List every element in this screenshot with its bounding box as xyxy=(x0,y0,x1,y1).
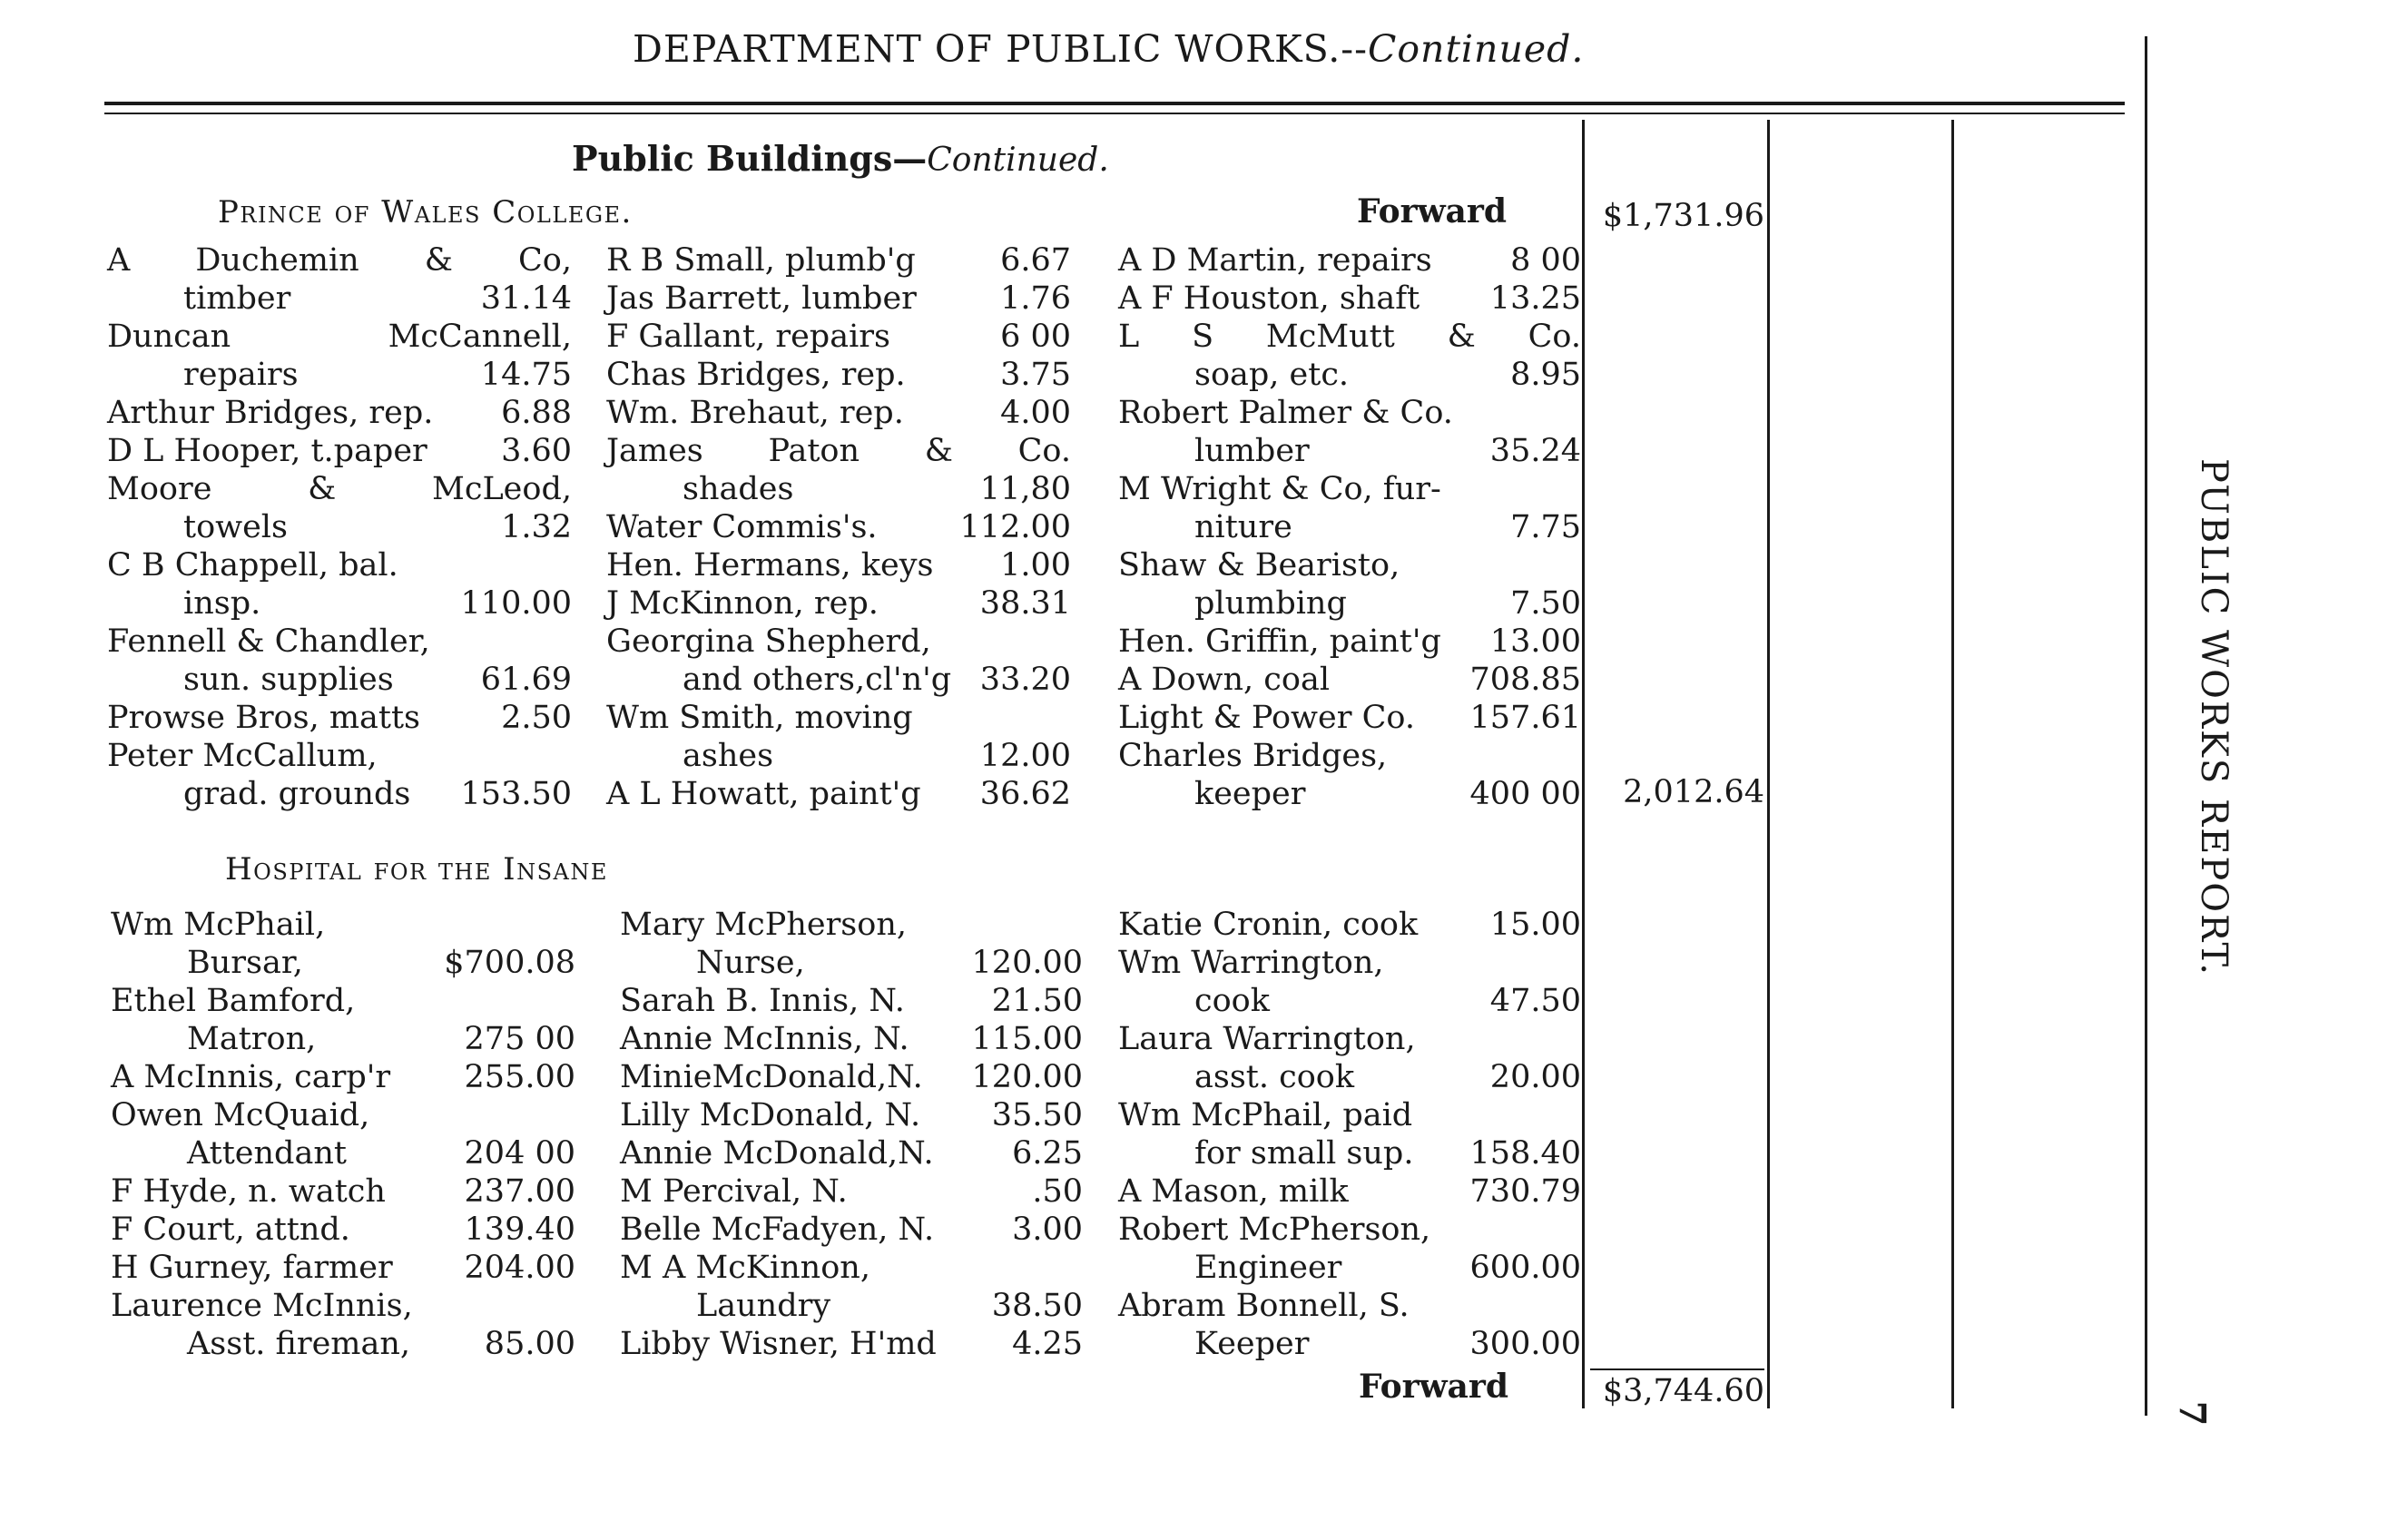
entry-text: for small sup. xyxy=(1194,1135,1414,1172)
ledger-entry xyxy=(606,737,1071,775)
ledger-entry xyxy=(1118,1287,1581,1325)
entry-text: Ethel Bamford, xyxy=(111,983,356,1019)
ledger-entry xyxy=(107,623,572,661)
ledger-entry xyxy=(107,737,572,775)
entry-text: Engineer xyxy=(1194,1250,1342,1286)
ledger-entry xyxy=(107,661,572,699)
ledger-entry xyxy=(606,432,1071,470)
entry-amount: 6.25 xyxy=(1012,1135,1083,1172)
entry-amount: 3.60 xyxy=(501,433,572,469)
entry-amount: 35.24 xyxy=(1489,433,1581,469)
entry-amount: 157.61 xyxy=(1469,700,1581,736)
entry-text: M A McKinnon, xyxy=(620,1250,870,1286)
ledger-entry xyxy=(107,280,572,318)
ledger-entry xyxy=(1118,775,1581,813)
entry-amount: 11,80 xyxy=(979,471,1071,507)
entry-amount: 255.00 xyxy=(464,1059,575,1095)
entry-text: Annie McDonald,N. xyxy=(620,1135,934,1172)
entry-amount: 36.62 xyxy=(979,776,1071,812)
ledger-entry xyxy=(606,508,1071,546)
entry-text: lumber xyxy=(1194,433,1310,469)
entry-amount: 38.31 xyxy=(979,585,1071,622)
entry-text: A Mason, milk xyxy=(1118,1173,1349,1210)
entry-text: D L Hooper, t.paper xyxy=(107,433,427,469)
ledger-entry xyxy=(1118,1134,1581,1172)
entry-text: grad. grounds xyxy=(183,776,411,812)
entry-amount: 730.79 xyxy=(1469,1173,1581,1210)
section-title-text: Public Buildings— xyxy=(572,138,928,179)
entry-text: Abram Bonnell, S. xyxy=(1118,1288,1410,1324)
ledger-entry xyxy=(606,699,1071,737)
ledger-entry xyxy=(1118,699,1581,737)
entry-amount: 3.00 xyxy=(1012,1211,1083,1248)
entry-word: A xyxy=(107,242,131,279)
entry-text: Wm. Brehaut, rep. xyxy=(606,395,904,431)
ledger-entry xyxy=(1118,944,1581,982)
entry-amount: 400 00 xyxy=(1469,776,1581,812)
entry-word: Moore xyxy=(107,471,212,507)
entry-amount: 6 00 xyxy=(1000,319,1071,355)
entry-text: shades xyxy=(683,471,794,507)
entry-text: Wm McPhail, xyxy=(111,907,326,943)
ledger-entry xyxy=(107,584,572,623)
ledger-entry xyxy=(111,1020,575,1058)
entry-amount: 120.00 xyxy=(971,1059,1083,1095)
entry-text: Owen McQuaid, xyxy=(111,1097,370,1133)
entry-amount: 115.00 xyxy=(971,1021,1083,1057)
entry-text: Bursar, xyxy=(187,945,303,981)
entry-amount: .50 xyxy=(1032,1173,1083,1210)
college-total: 2,012.64 xyxy=(1623,774,1764,810)
ledger-entry xyxy=(1118,1020,1581,1058)
entry-text: Georgina Shepherd, xyxy=(606,623,931,660)
entry-text: soap, etc. xyxy=(1194,357,1350,393)
forward-in-amount: $1,731.96 xyxy=(1602,198,1764,234)
entry-text: Robert McPherson, xyxy=(1118,1211,1431,1248)
entry-amount: 708.85 xyxy=(1469,662,1581,698)
column-rule-1 xyxy=(1582,120,1585,1408)
ledger-entry xyxy=(620,1287,1083,1325)
entry-text: Katie Cronin, cook xyxy=(1118,907,1419,943)
entry-amount: 110.00 xyxy=(460,585,572,622)
page-number: 7 xyxy=(2170,1400,2214,1428)
entry-text: timber xyxy=(183,280,291,317)
entry-text: towels xyxy=(183,509,288,545)
ledger-entry xyxy=(107,432,572,470)
entry-word: & xyxy=(424,242,453,279)
ledger-entry xyxy=(111,1211,575,1249)
entry-text: Wm Warrington, xyxy=(1118,945,1384,981)
college-column-3 xyxy=(1118,241,1581,813)
entry-text: Wm McPhail, paid xyxy=(1118,1097,1413,1133)
ledger-entry xyxy=(620,1096,1083,1134)
entry-amount: 13.00 xyxy=(1489,623,1581,660)
entry-amount: 204.00 xyxy=(464,1250,575,1286)
entry-amount: 6.67 xyxy=(1000,242,1071,279)
entry-word: McLeod, xyxy=(432,471,572,507)
entry-amount: 21.50 xyxy=(991,983,1083,1019)
entry-text: Sarah B. Innis, N. xyxy=(620,983,905,1019)
ledger-entry xyxy=(1118,470,1581,508)
entry-text: Robert Palmer & Co. xyxy=(1118,395,1453,431)
entry-text: M Percival, N. xyxy=(620,1173,848,1210)
entry-amount: 2.50 xyxy=(501,700,572,736)
entry-text: Mary McPherson, xyxy=(620,907,908,943)
ledger-entry xyxy=(107,394,572,432)
section-continued: Continued. xyxy=(927,142,1109,179)
entry-text: Arthur Bridges, rep. xyxy=(107,395,434,431)
entry-text: Matron, xyxy=(187,1021,317,1057)
ledger-entry xyxy=(111,1096,575,1134)
ledger-entry xyxy=(1118,508,1581,546)
ledger-entry xyxy=(606,394,1071,432)
entry-word: Duchemin xyxy=(195,242,359,279)
entry-text: asst. cook xyxy=(1194,1059,1355,1095)
entry-text: A Down, coal xyxy=(1118,662,1331,698)
forward-out-amount: $3,744.60 xyxy=(1602,1373,1764,1409)
entry-text: Fennell & Chandler, xyxy=(107,623,430,660)
hospital-column-1 xyxy=(111,906,575,1363)
entry-text: plumbing xyxy=(1194,585,1347,622)
ledger-entry xyxy=(107,318,572,356)
ledger-entry xyxy=(620,906,1083,944)
entry-amount: 85.00 xyxy=(484,1326,575,1362)
entry-amount: 112.00 xyxy=(959,509,1071,545)
ledger-entry xyxy=(1118,241,1581,280)
ledger-entry xyxy=(111,1058,575,1096)
entry-text: Hen. Hermans, keys xyxy=(606,547,934,584)
entry-text: R B Small, plumb'g xyxy=(606,242,916,279)
entry-amount: 35.50 xyxy=(991,1097,1083,1133)
ledger-entry xyxy=(107,356,572,394)
hospital-column-3 xyxy=(1118,906,1581,1363)
entry-word: & xyxy=(308,471,337,507)
ledger-entry xyxy=(1118,737,1581,775)
entry-text: Water Commis's. xyxy=(606,509,878,545)
forward-out-label: Forward xyxy=(1359,1368,1509,1406)
hospital-heading: Hospital for the Insane xyxy=(225,851,608,888)
ledger-entry xyxy=(107,241,572,280)
entry-text xyxy=(107,470,572,508)
ledger-entry xyxy=(606,470,1071,508)
entry-text: A F Houston, shaft xyxy=(1118,280,1420,317)
entry-text: Attendant xyxy=(187,1135,347,1172)
entry-amount: 4.25 xyxy=(1012,1326,1083,1362)
entry-text: Asst. fireman, xyxy=(187,1326,411,1362)
ledger-entry xyxy=(606,661,1071,699)
entry-amount: 153.50 xyxy=(460,776,572,812)
ledger-entry xyxy=(620,1249,1083,1287)
ledger-entry xyxy=(606,623,1071,661)
entry-text: Shaw & Bearisto, xyxy=(1118,547,1400,584)
entry-amount: 1.32 xyxy=(501,509,572,545)
entry-word: Co. xyxy=(1528,319,1581,355)
entry-amount: 4.00 xyxy=(1000,395,1071,431)
ledger-entry xyxy=(111,944,575,982)
total-rule xyxy=(1590,1368,1764,1370)
entry-amount: 204 00 xyxy=(464,1135,575,1172)
entry-amount: 20.00 xyxy=(1489,1059,1581,1095)
ledger-entry xyxy=(1118,1325,1581,1363)
entry-word: McMutt xyxy=(1265,319,1395,355)
entry-text: insp. xyxy=(183,585,261,622)
entry-amount: 8.95 xyxy=(1510,357,1581,393)
entry-amount: 275 00 xyxy=(464,1021,575,1057)
hospital-column-2 xyxy=(620,906,1083,1363)
entry-text: MinieMcDonald,N. xyxy=(620,1059,923,1095)
entry-amount: 15.00 xyxy=(1489,907,1581,943)
ledger-entry xyxy=(606,318,1071,356)
entry-word: Co. xyxy=(1017,433,1071,469)
entry-text: Hen. Griffin, paint'g xyxy=(1118,623,1441,660)
entry-text: keeper xyxy=(1194,776,1306,812)
entry-word: & xyxy=(924,433,953,469)
ledger-entry xyxy=(1118,546,1581,584)
entry-text: F Gallant, repairs xyxy=(606,319,890,355)
entry-amount: 1.76 xyxy=(1000,280,1071,317)
ledger-entry xyxy=(606,775,1071,813)
running-header xyxy=(633,27,1584,71)
ledger-entry xyxy=(107,775,572,813)
ledger-entry xyxy=(1118,584,1581,623)
ledger-entry xyxy=(1118,982,1581,1020)
entry-text: ashes xyxy=(683,738,774,774)
entry-word: McCannell, xyxy=(388,319,572,355)
ledger-entry xyxy=(1118,906,1581,944)
entry-text: and others,cl'n'g xyxy=(683,662,952,698)
entry-text: niture xyxy=(1194,509,1292,545)
entry-text: Prowse Bros, matts xyxy=(107,700,420,736)
college-heading: Prince of Wales College. xyxy=(218,194,633,231)
ledger-entry xyxy=(1118,623,1581,661)
ledger-entry xyxy=(1118,1249,1581,1287)
ledger-entry xyxy=(620,1211,1083,1249)
column-rule-3 xyxy=(1951,120,1954,1408)
entry-text: Lilly McDonald, N. xyxy=(620,1097,921,1133)
header-text: DEPARTMENT OF PUBLIC WORKS.-- xyxy=(633,27,1368,71)
ledger-entry xyxy=(606,280,1071,318)
entry-text xyxy=(606,432,1071,470)
entry-text: Belle McFadyen, N. xyxy=(620,1211,935,1248)
entry-amount: 47.50 xyxy=(1489,983,1581,1019)
entry-text xyxy=(107,241,572,280)
ledger-entry xyxy=(606,546,1071,584)
entry-amount: 14.75 xyxy=(480,357,572,393)
entry-amount: 8 00 xyxy=(1510,242,1581,279)
ledger-entry xyxy=(620,1058,1083,1096)
entry-word: Paton xyxy=(768,433,860,469)
entry-amount: 6.88 xyxy=(501,395,572,431)
entry-amount: 12.00 xyxy=(979,738,1071,774)
ledger-entry xyxy=(111,1134,575,1172)
ledger-entry xyxy=(1118,356,1581,394)
entry-amount: $700.08 xyxy=(444,945,575,981)
college-column-1 xyxy=(107,241,572,813)
ledger-entry xyxy=(1118,1058,1581,1096)
ledger-entry xyxy=(606,356,1071,394)
entry-text: sun. supplies xyxy=(183,662,394,698)
entry-text: Light & Power Co. xyxy=(1118,700,1415,736)
entry-amount: 139.40 xyxy=(464,1211,575,1248)
entry-amount: 7.50 xyxy=(1510,585,1581,622)
ledger-entry xyxy=(1118,318,1581,356)
entry-word: Duncan xyxy=(107,319,231,355)
entry-text: Libby Wisner, H'md xyxy=(620,1326,937,1362)
ledger-entry xyxy=(107,699,572,737)
entry-text: J McKinnon, rep. xyxy=(606,585,879,622)
entry-text: Jas Barrett, lumber xyxy=(606,280,917,317)
entry-text: F Court, attnd. xyxy=(111,1211,350,1248)
entry-text: H Gurney, farmer xyxy=(111,1250,393,1286)
college-column-2 xyxy=(606,241,1071,813)
ledger-entry xyxy=(1118,1096,1581,1134)
entry-amount: 7.75 xyxy=(1510,509,1581,545)
ledger-entry xyxy=(107,470,572,508)
entry-amount: 33.20 xyxy=(979,662,1071,698)
entry-amount: 1.00 xyxy=(1000,547,1071,584)
entry-text: Keeper xyxy=(1194,1326,1310,1362)
ledger-entry xyxy=(1118,280,1581,318)
entry-text: Chas Bridges, rep. xyxy=(606,357,906,393)
entry-amount: 38.50 xyxy=(991,1288,1083,1324)
section-title xyxy=(572,138,1109,179)
ledger-entry xyxy=(111,1172,575,1211)
entry-amount: 600.00 xyxy=(1469,1250,1581,1286)
ledger-entry xyxy=(620,1020,1083,1058)
entry-text: A L Howatt, paint'g xyxy=(606,776,921,812)
side-running-title: PUBLIC WORKS REPORT. xyxy=(2193,458,2235,976)
entry-amount: 300.00 xyxy=(1469,1326,1581,1362)
entry-amount: 158.40 xyxy=(1469,1135,1581,1172)
entry-text: Wm Smith, moving xyxy=(606,700,913,736)
page-edge-rule xyxy=(2145,36,2147,1416)
column-rule-2 xyxy=(1767,120,1770,1408)
entry-text: Nurse, xyxy=(696,945,805,981)
entry-text xyxy=(107,318,572,356)
entry-word: & xyxy=(1447,319,1476,355)
ledger-entry xyxy=(107,508,572,546)
ledger-entry xyxy=(620,1172,1083,1211)
entry-amount: 237.00 xyxy=(464,1173,575,1210)
entry-text: A McInnis, carp'r xyxy=(111,1059,391,1095)
entry-text: Laundry xyxy=(696,1288,831,1324)
header-continued: Continued. xyxy=(1367,27,1585,71)
ledger-entry xyxy=(606,241,1071,280)
ledger-entry xyxy=(1118,432,1581,470)
entry-word: James xyxy=(606,433,703,469)
ledger-entry xyxy=(111,982,575,1020)
entry-text: repairs xyxy=(183,357,299,393)
entry-amount: 31.14 xyxy=(480,280,572,317)
ledger-entry xyxy=(620,944,1083,982)
forward-label: Forward xyxy=(1357,192,1508,231)
entry-word: S xyxy=(1192,319,1214,355)
entry-text: C B Chappell, bal. xyxy=(107,547,398,584)
ledger-entry xyxy=(111,1325,575,1363)
header-rule-thin xyxy=(104,113,2125,114)
entry-text: M Wright & Co, fur- xyxy=(1118,471,1441,507)
entry-text xyxy=(1118,318,1581,356)
header-rule-thick xyxy=(104,102,2125,105)
ledger-entry xyxy=(111,1249,575,1287)
entry-amount: 120.00 xyxy=(971,945,1083,981)
entry-text: Laurence McInnis, xyxy=(111,1288,413,1324)
ledger-entry xyxy=(111,1287,575,1325)
ledger-entry xyxy=(1118,661,1581,699)
entry-text: Peter McCallum, xyxy=(107,738,378,774)
ledger-entry xyxy=(1118,1211,1581,1249)
entry-text: Laura Warrington, xyxy=(1118,1021,1416,1057)
entry-text: Charles Bridges, xyxy=(1118,738,1388,774)
ledger-entry xyxy=(107,546,572,584)
ledger-entry xyxy=(1118,394,1581,432)
entry-amount: 3.75 xyxy=(1000,357,1071,393)
entry-word: Co, xyxy=(518,242,572,279)
entry-text: A D Martin, repairs xyxy=(1118,242,1432,279)
entry-amount: 13.25 xyxy=(1489,280,1581,317)
ledger-entry xyxy=(111,906,575,944)
entry-text: cook xyxy=(1194,983,1270,1019)
ledger-entry xyxy=(606,584,1071,623)
ledger-entry xyxy=(1118,1172,1581,1211)
entry-amount: 61.69 xyxy=(480,662,572,698)
entry-word: L xyxy=(1118,319,1140,355)
ledger-entry xyxy=(620,1134,1083,1172)
entry-text: Annie McInnis, N. xyxy=(620,1021,909,1057)
ledger-entry xyxy=(620,982,1083,1020)
ledger-entry xyxy=(620,1325,1083,1363)
entry-text: F Hyde, n. watch xyxy=(111,1173,386,1210)
